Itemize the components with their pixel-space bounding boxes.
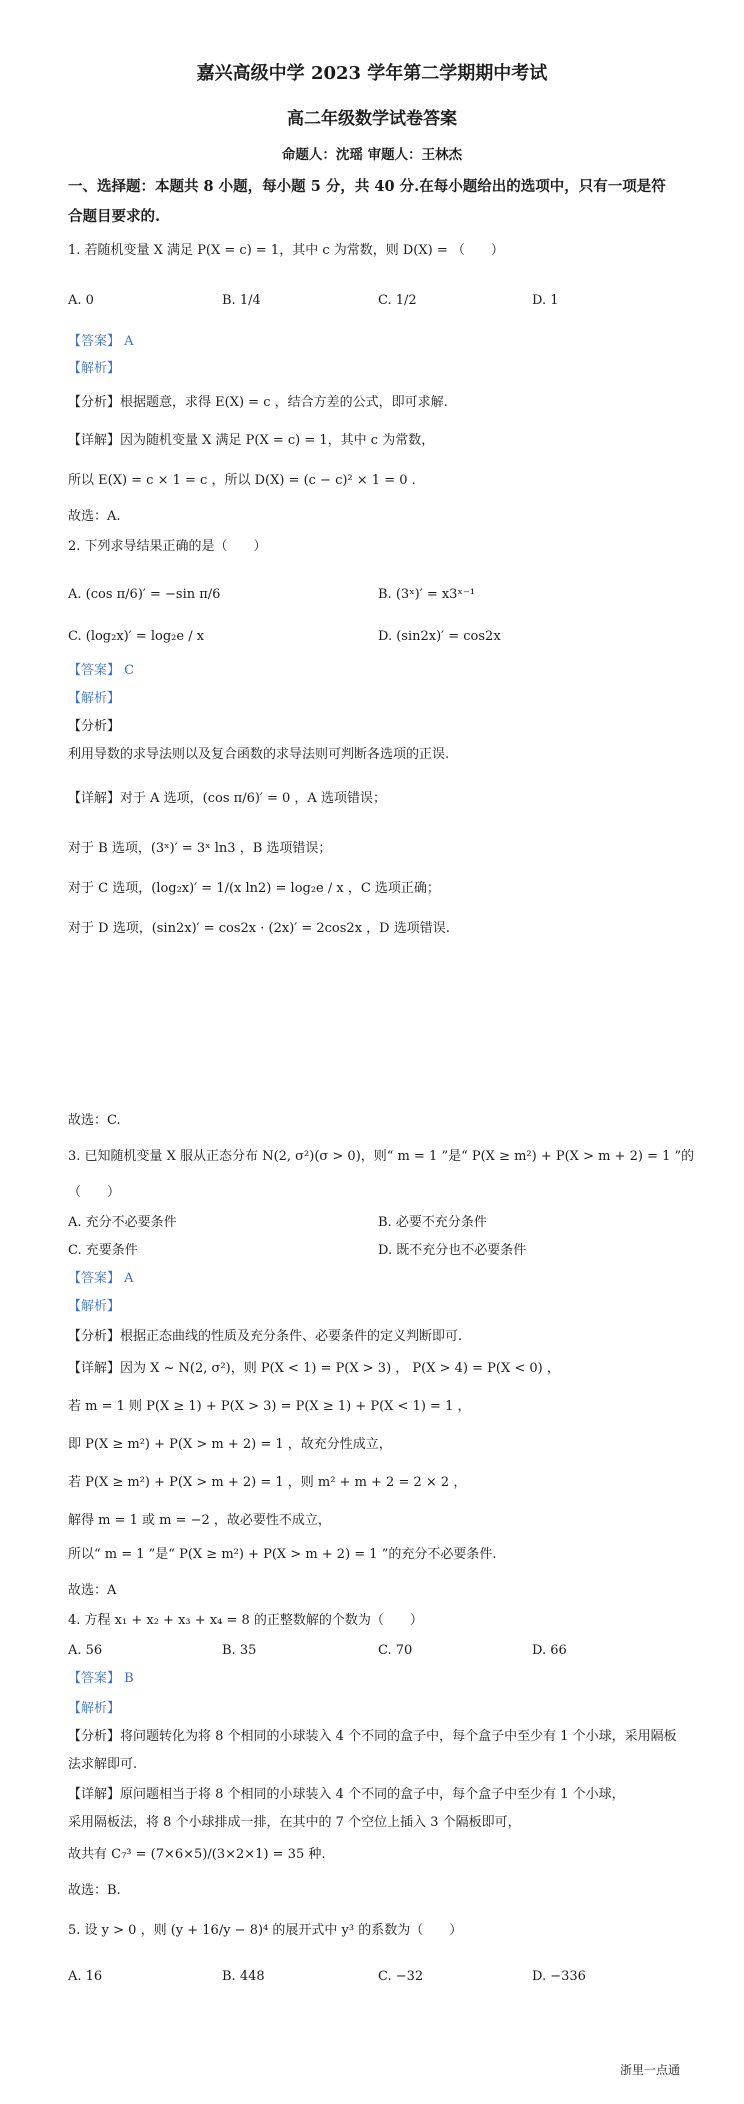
q1-fenxi (68, 394, 704, 412)
q3-line-3: 即 P(X ≥ m²) + P(X > m + 2) = 1 ，故充分性成立， (68, 1437, 392, 1452)
q4-fenxi-2: 法求解即可. (68, 1757, 138, 1772)
exam-paper-title: 高二年级数学试卷答案 (287, 109, 457, 129)
q3-fenxi (68, 1328, 704, 1346)
q4-detail-text: 原问题相当于将 8 个相同的小球装入 4 个不同的盒子中，每个盒子中至少有 1 个小球， (120, 1787, 625, 1802)
q2-line-b: 对于 B 选项，(3ˣ)′ = 3ˣ ln3 ，B 选项错误； (68, 841, 332, 856)
detail-label: 【详解】 (68, 1787, 121, 1802)
q2-option-a: A. (cos π/6)′ = −sin π/6 (68, 587, 221, 602)
q4-analysis-label: 【解析】 (68, 1701, 121, 1716)
detail-label: 【详解】 (68, 791, 121, 806)
q1-analysis-label: 【解析】 (68, 361, 121, 376)
q2-fenxi-text: 利用导数的求导法则以及复合函数的求导法则可判断各选项的正误. (68, 747, 450, 762)
answer-label: 【答案】 (68, 334, 121, 349)
q3-conclusion: 故选：A (68, 1583, 117, 1598)
q2-option-c: C. (log₂x)′ = log₂e / x (68, 629, 205, 644)
fenxi-label: 【分析】 (68, 1329, 121, 1344)
section-heading-line1: 一、选择题：本题共 8 小题，每小题 5 分，共 40 分.在每小题给出的选项中，只有一项是符 (68, 178, 666, 195)
q4-detail-1 (68, 1786, 704, 1804)
q3-line-2: 若 m = 1 则 P(X ≥ 1) + P(X > 3) = P(X ≥ 1) + P(X < 1) = 1 ， (68, 1399, 471, 1414)
q2-stem: 2. 下列求导结果正确的是（ ） (68, 539, 267, 554)
q3-detail-text: 因为 X ~ N(2, σ²)，则 P(X < 1) = P(X > 3) ， P(X > 4) = P(X < 0) ， (120, 1361, 560, 1376)
q2-option-b: B. (3ˣ)′ = x3ˣ⁻¹ (378, 587, 476, 602)
q3-option-d: D. 既不充分也不必要条件 (378, 1243, 527, 1258)
q1-fenxi-text: 根据题意，求得 E(X) = c ，结合方差的公式，即可求解. (120, 395, 448, 410)
q1-conclusion: 故选：A. (68, 509, 121, 524)
q3-option-b: B. 必要不充分条件 (378, 1215, 487, 1230)
q4-option-b: B. 35 (222, 1643, 257, 1658)
q1-detail-2: 所以 E(X) = c × 1 = c ，所以 D(X) = (c − c)² × 1 = 0 . (68, 473, 416, 488)
q4-conclusion: 故选：B. (68, 1883, 121, 1898)
footer-watermark: 浙里一点通 (619, 2063, 680, 2077)
q2-fenxi-label: 【分析】 (68, 719, 121, 734)
q2-answer (68, 662, 704, 680)
q5-stem: 5. 设 y > 0 ，则 (y + 16/y − 8)⁴ 的展开式中 y³ 的系数为（ ） (68, 1923, 463, 1938)
q3-analysis-label: 【解析】 (68, 1299, 121, 1314)
q1-option-a: A. 0 (68, 293, 94, 308)
q3-line-4: 若 P(X ≥ m²) + P(X > m + 2) = 1 ，则 m² + m + 2 = 2 × 2 ， (68, 1475, 467, 1490)
q5-option-a: A. 16 (68, 1969, 103, 1984)
detail-label: 【详解】 (68, 433, 121, 448)
q3-stem-2: （ ） (68, 1185, 121, 1200)
answer-label: 【答案】 (68, 1271, 121, 1286)
q3-option-a: A. 充分不必要条件 (68, 1215, 177, 1230)
authors-line: 命题人：沈瑶 审题人：王林杰 (281, 147, 463, 163)
fenxi-label: 【分析】 (68, 1729, 121, 1744)
answer-label: 【答案】 (68, 663, 121, 678)
q4-answer (68, 1670, 704, 1688)
q3-detail-1 (68, 1360, 704, 1378)
q1-option-d: D. 1 (532, 293, 559, 308)
q2-detail-a (68, 790, 704, 808)
q3-stem-1: 3. 已知随机变量 X 服从正态分布 N(2, σ²)(σ > 0)，则“ m = 1 ”是“ P(X ≥ m²) + P(X > m + 2) = 1 ”的 (68, 1149, 695, 1164)
school-exam-title: 嘉兴高级中学 2023 学年第二学期期中考试 (196, 63, 548, 84)
detail-label: 【详解】 (68, 1361, 121, 1376)
answer-label: 【答案】 (68, 1671, 121, 1686)
q5-option-d: D. −336 (532, 1969, 586, 1984)
q1-detail-1 (68, 432, 704, 450)
q3-option-c: C. 充要条件 (68, 1243, 138, 1258)
q4-line-3: 故共有 C₇³ = (7×6×5)/(3×2×1) = 35 种. (68, 1847, 326, 1862)
q3-line-6: 所以“ m = 1 ”是“ P(X ≥ m²) + P(X > m + 2) = 1 ”的充分不必要条件. (68, 1547, 497, 1562)
q4-option-c: C. 70 (378, 1643, 413, 1658)
q2-analysis-label: 【解析】 (68, 691, 121, 706)
q3-line-5: 解得 m = 1 或 m = −2 ，故必要性不成立， (68, 1513, 331, 1528)
q4-option-d: D. 66 (532, 1643, 567, 1658)
q4-line-2: 采用隔板法，将 8 个小球排成一排，在其中的 7 个空位上插入 3 个隔板即可， (68, 1815, 521, 1830)
q2-option-d: D. (sin2x)′ = cos2x (378, 629, 501, 644)
q1-answer-value: A (124, 334, 134, 349)
fenxi-label: 【分析】 (68, 395, 121, 410)
q3-answer (68, 1270, 704, 1288)
q5-option-b: B. 448 (222, 1969, 265, 1984)
q3-fenxi-text: 根据正态曲线的性质及充分条件、必要条件的定义判断即可. (120, 1329, 463, 1344)
q4-option-a: A. 56 (68, 1643, 103, 1658)
q2-answer-value: C (124, 663, 135, 678)
q2-detail-a-text: 对于 A 选项，(cos π/6)′ = 0 ，A 选项错误； (120, 791, 386, 806)
q1-answer (68, 333, 704, 351)
q1-stem: 1. 若随机变量 X 满足 P(X = c) = 1，其中 c 为常数，则 D(X) = （ ） (68, 243, 504, 258)
q2-line-c: 对于 C 选项，(log₂x)′ = 1/(x ln2) = log₂e / x ，C 选项正确； (68, 881, 440, 896)
q4-answer-value: B (124, 1671, 134, 1686)
q1-option-c: C. 1/2 (378, 293, 417, 308)
q4-fenxi-1 (68, 1728, 704, 1746)
q3-answer-value: A (124, 1271, 134, 1286)
q2-conclusion: 故选：C. (68, 1113, 121, 1128)
q2-line-d: 对于 D 选项，(sin2x)′ = cos2x · (2x)′ = 2cos2x ，D 选项错误. (68, 921, 450, 936)
q5-option-c: C. −32 (378, 1969, 424, 1984)
q4-stem: 4. 方程 x₁ + x₂ + x₃ + x₄ = 8 的正整数解的个数为（ ） (68, 1613, 423, 1628)
q1-detail-text: 因为随机变量 X 满足 P(X = c) = 1，其中 c 为常数， (120, 433, 435, 448)
section-heading-line2: 合题目要求的. (68, 208, 161, 225)
q1-option-b: B. 1/4 (222, 293, 261, 308)
q4-fenxi-text: 将问题转化为将 8 个相同的小球装入 4 个不同的盒子中，每个盒子中至少有 1 个小球，采用隔板 (120, 1729, 677, 1744)
